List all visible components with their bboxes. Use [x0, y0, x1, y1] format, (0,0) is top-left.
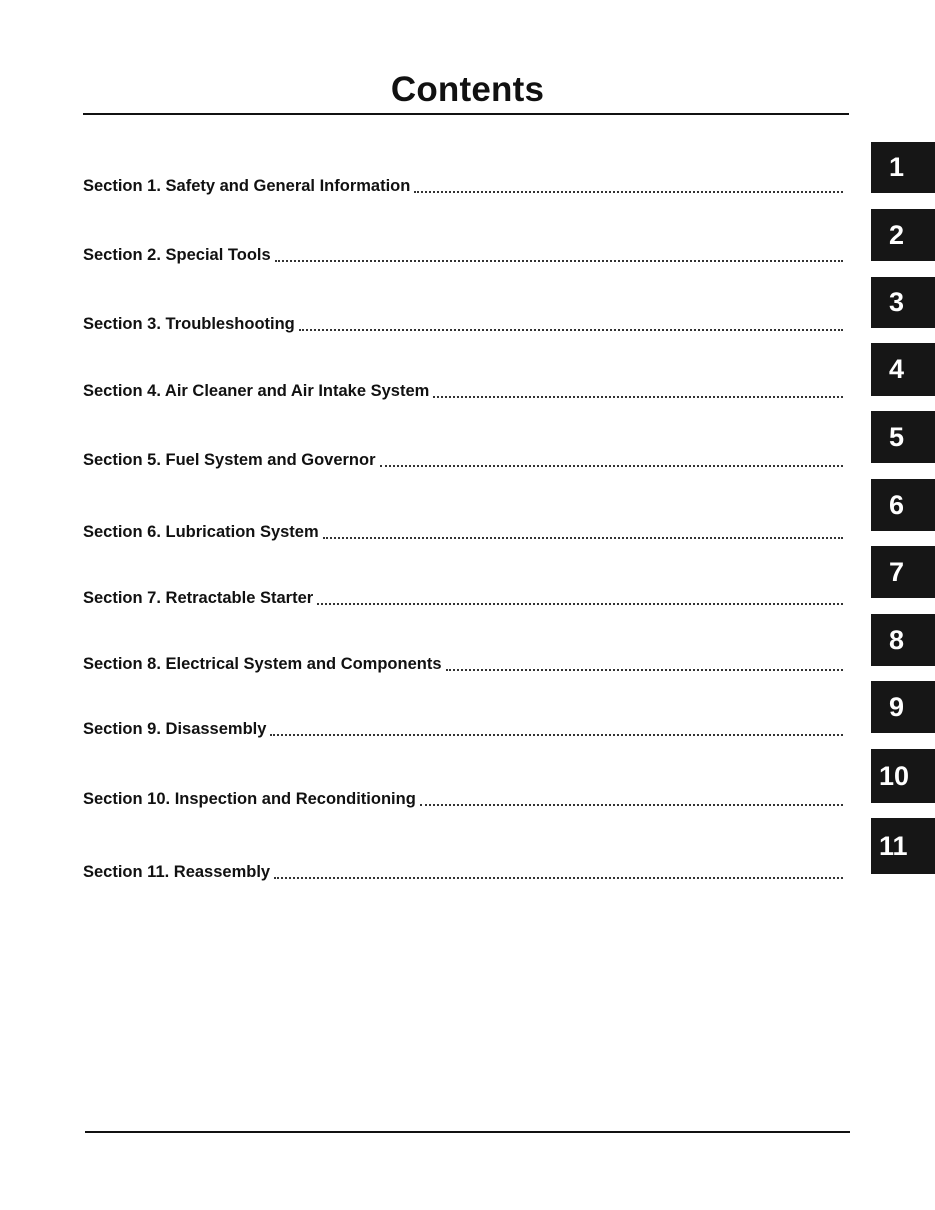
dot-leader: [270, 734, 843, 736]
toc-entry-section-5[interactable]: [83, 449, 843, 471]
section-tab-10[interactable]: 10: [871, 749, 935, 803]
section-tab-1[interactable]: 1: [871, 142, 935, 193]
toc-entry-label: Section 6. Lubrication System: [83, 523, 319, 541]
footer-rule: [85, 1131, 850, 1133]
toc-entry-label: Section 2. Special Tools: [83, 246, 271, 264]
toc-entry-section-6[interactable]: [83, 521, 843, 543]
toc-entry-label: Section 3. Troubleshooting: [83, 315, 295, 333]
dot-leader: [317, 603, 843, 605]
section-tab-9[interactable]: 9: [871, 681, 935, 733]
toc-entry-label: Section 1. Safety and General Information: [83, 177, 411, 195]
dot-leader: [323, 537, 843, 539]
toc-entry-section-11[interactable]: [83, 861, 843, 883]
section-tab-11[interactable]: 11: [871, 818, 935, 874]
dot-leader: [414, 191, 843, 193]
toc-entry-section-2[interactable]: [83, 244, 843, 266]
toc-entry-section-7[interactable]: [83, 587, 843, 609]
toc-entry-label: Section 10. Inspection and Reconditioning: [83, 790, 416, 808]
section-tab-8[interactable]: 8: [871, 614, 935, 666]
section-tab-3[interactable]: 3: [871, 277, 935, 328]
dot-leader: [299, 329, 843, 331]
toc-entry-section-8[interactable]: [83, 653, 843, 675]
toc-entry-label: Section 9. Disassembly: [83, 720, 267, 738]
toc-entry-label: Section 4. Air Cleaner and Air Intake System: [83, 382, 430, 400]
page-title: Contents: [390, 70, 545, 109]
toc-entry-section-4[interactable]: [83, 380, 843, 402]
dot-leader: [420, 804, 843, 806]
dot-leader: [433, 396, 843, 398]
section-tab-4[interactable]: 4: [871, 343, 935, 396]
toc-entry-section-3[interactable]: [83, 313, 843, 335]
toc-entry-section-1[interactable]: [83, 175, 843, 197]
title-rule: [83, 113, 849, 115]
section-tab-5[interactable]: 5: [871, 411, 935, 463]
toc-entry-section-9[interactable]: [83, 718, 843, 740]
section-tab-7[interactable]: 7: [871, 546, 935, 598]
dot-leader: [274, 877, 843, 879]
dot-leader: [380, 465, 844, 467]
toc-entry-label: Section 8. Electrical System and Components: [83, 655, 442, 673]
toc-entry-section-10[interactable]: [83, 788, 843, 810]
toc-entry-label: Section 11. Reassembly: [83, 863, 271, 881]
toc-entry-label: Section 7. Retractable Starter: [83, 589, 314, 607]
section-tab-6[interactable]: 6: [871, 479, 935, 531]
dot-leader: [275, 260, 843, 262]
dot-leader: [446, 669, 843, 671]
section-tab-2[interactable]: 2: [871, 209, 935, 261]
toc-entry-label: Section 5. Fuel System and Governor: [83, 451, 376, 469]
